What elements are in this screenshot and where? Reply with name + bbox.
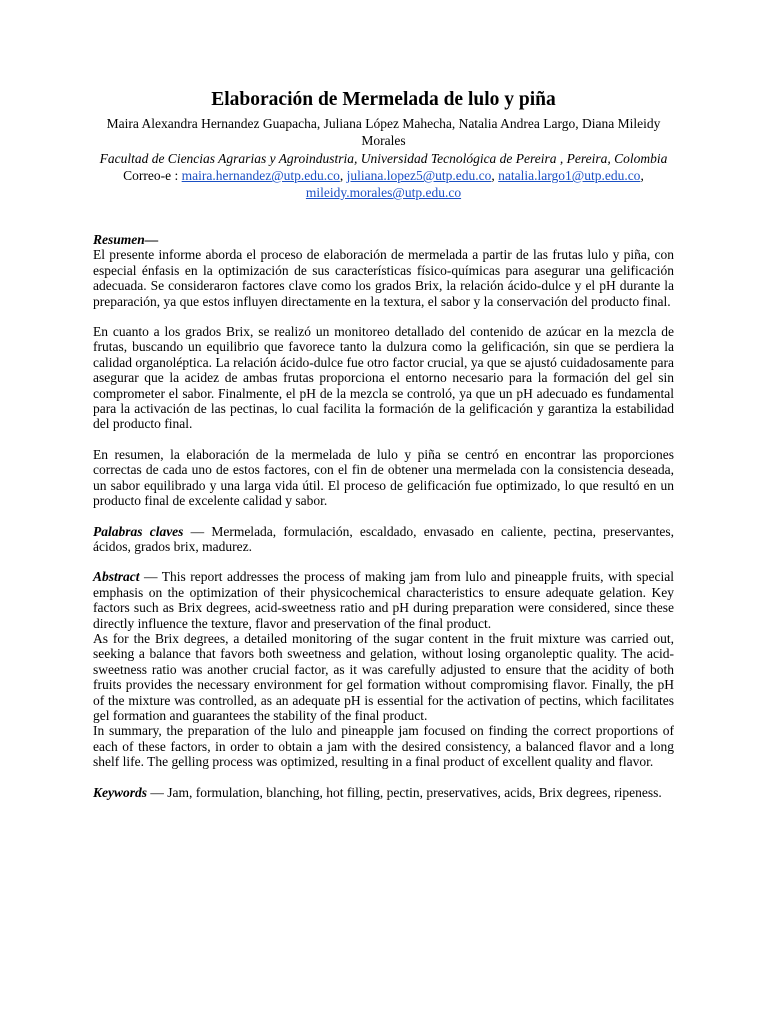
email-separator: , xyxy=(339,168,347,183)
author-list: Maira Alexandra Hernandez Guapacha, Juliana López Mahecha, Natalia Andrea Largo, Diana Mileidy Morales xyxy=(106,116,661,148)
keywords xyxy=(93,785,674,800)
paper-page xyxy=(93,88,674,800)
resumen-paragraph-1: El presente informe aborda el proceso de elaboración de mermelada a partir de las frutas lulo y piña, con especial énfasis en la optimización de sus características físico-químicas para asegurar una gelificación adecuada. Se consideraron factores clave como los grados Brix, la relación ácido-dulce y el pH durante la preparación, ya que estos influyen directamente en la textura, el sabor y la conservación del producto final. xyxy=(93,247,674,309)
paper-title: Elaboración de Mermelada de lulo y piña xyxy=(211,89,556,110)
email-link-hernandez[interactable]: maira.hernandez@utp.edu.co xyxy=(181,168,340,183)
abstract-paragraph-2: As for the Brix degrees, a detailed monitoring of the sugar content in the fruit mixture was carried out, seeking a balance that favors both sweetness and gelation, without losing organoleptic quality. The acid-sweetness ratio was another crucial factor, as it was carefully adjusted to ensure that the acidity of both fruits provides the necessary environment for gel formation without compromising flavor. Finally, the pH of the mixture was controlled, as an adequate pH is essential for the activation of pectins, which facilitates gel formation and guarantees the stability of the final product. xyxy=(93,630,674,723)
resumen-paragraph-2: En cuanto a los grados Brix, se realizó un monitoreo detallado del contenido de azúcar en la mezcla de frutas, buscando un equilibrio que favorece tanto la dulzura como la gelificación, sin que se perdiera la calidad organoléptica. La relación ácido-dulce fue otro factor crucial, ya que se ajustó cuidadosamente para asegurar que la acidez de ambas frutas proporciona el entorno necesario para la formación del gel sin comprometer el sabor. Finalmente, el pH de la mezcla se controló, ya que un pH adecuado es fundamental para la activación de las pectinas, lo cual facilita la formación de la gelificación y garantiza la estabilidad del producto final. xyxy=(93,324,674,432)
keywords-text: Jam, formulation, blanching, hot filling, pectin, preservatives, acids, Brix degrees, ripeness. xyxy=(167,784,662,800)
palabras-dash: — xyxy=(183,523,212,539)
email-separator: , xyxy=(640,168,644,183)
palabras-claves-text: Mermelada, formulación, escaldado, envasado en caliente, pectina, preservantes, ácidos, grados brix, madurez. xyxy=(93,523,674,554)
keywords-label: Keywords xyxy=(93,784,147,800)
palabras-claves-label: Palabras claves xyxy=(93,523,184,539)
email-link-lopez[interactable]: juliana.lopez5@utp.edu.co xyxy=(346,168,492,183)
resumen-paragraph-3: En resumen, la elaboración de la mermelada de lulo y piña se centró en encontrar las proporciones correctas de cada uno de estos factores, con el fin de obtener una mermelada con la consistencia deseada, un sabor equilibrado y una larga vida útil. El proceso de gelificación fue optimizado, lo que resultó en un producto final de excelente calidad y sabor. xyxy=(93,446,674,509)
abstract-paragraph-1 xyxy=(93,569,674,631)
abstract-label: Abstract xyxy=(93,569,140,585)
abstract-paragraph-3: In summary, the preparation of the lulo and pineapple jam focused on finding the correct proportions of each of these factors, in order to obtain a jam with the desired consistency, a balanced flavor and a long shelf life. The gelling process was optimized, resulting in a final product of excellent quality and flavor. xyxy=(93,723,674,770)
palabras-claves xyxy=(93,524,674,555)
email-label: Correo-e : xyxy=(123,168,182,183)
email-link-morales[interactable]: mileidy.morales@utp.edu.co xyxy=(305,185,462,200)
keywords-dash: — xyxy=(147,784,168,800)
email-separator: , xyxy=(491,168,499,183)
email-line xyxy=(93,167,674,201)
resumen-heading: Resumen— xyxy=(93,232,159,247)
affiliation: Facultad de Ciencias Agrarias y Agroindustria, Universidad Tecnológica de Pereira , Pereira, Colombia xyxy=(99,151,668,166)
abstract-dash: — xyxy=(139,569,162,585)
email-link-largo[interactable]: natalia.largo1@utp.edu.co xyxy=(498,168,641,183)
abstract-text-1: This report addresses the process of making jam from lulo and pineapple fruits, with special emphasis on the optimization of their physicochemical characteristics to ensure adequate gelation. Key factors such as Brix degrees, acid-sweetness ratio and pH during preparation were considered, since these directly influence the texture, flavor and preservation of the final product. xyxy=(93,569,674,631)
